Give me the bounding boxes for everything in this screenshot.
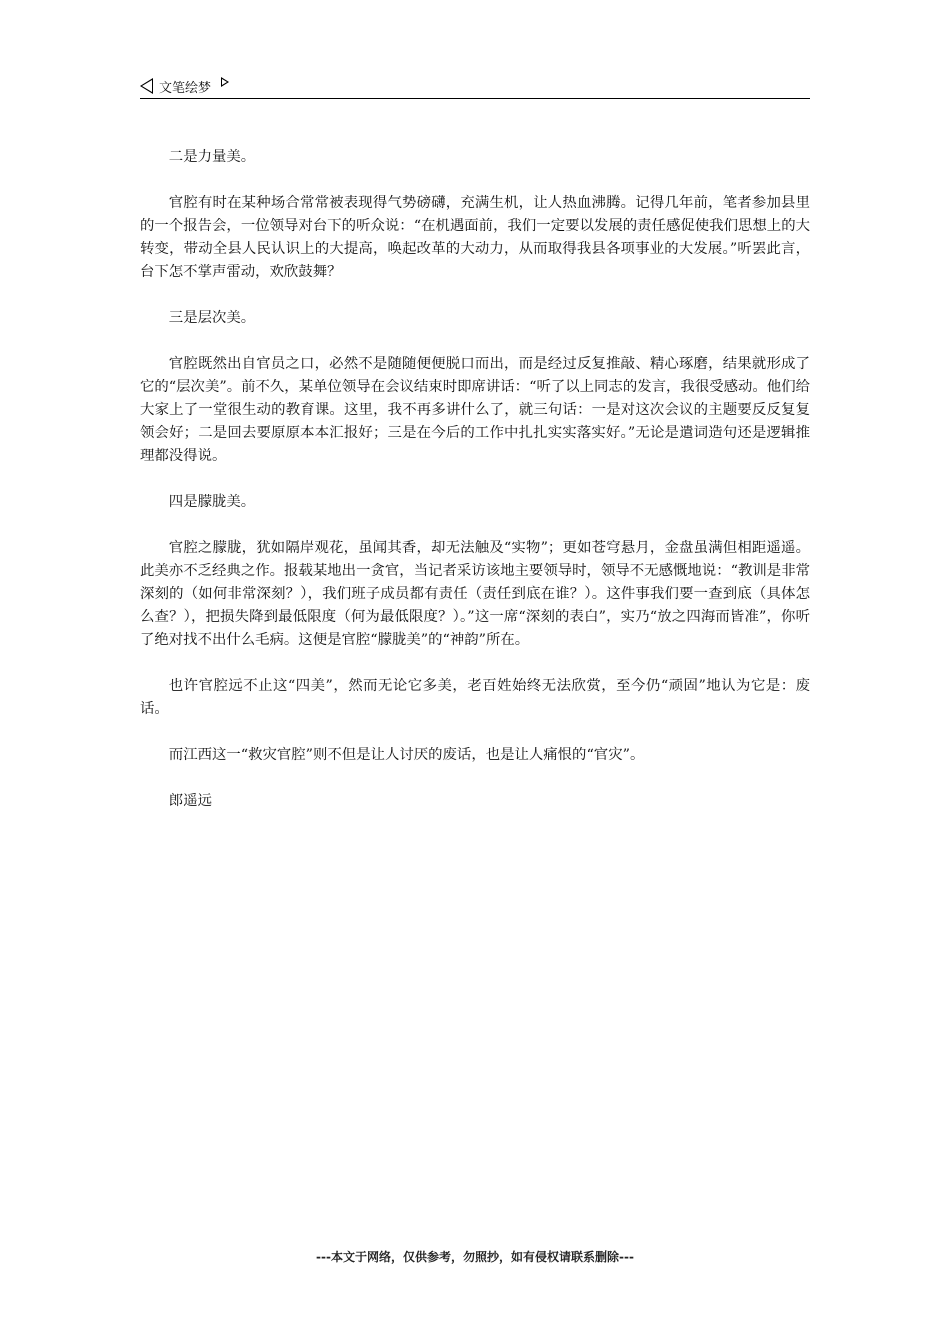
triangle-right-icon [221, 77, 229, 87]
header-title: 文笔绘梦 [159, 80, 212, 96]
paragraph: 官腔之朦胧，犹如隔岸观花，虽闻其香，却无法触及“实物”；更如苍穹悬月，金盘虽满但相距遥遥。此美亦不乏经典之作。报载某地出一贪官，当记者采访该地主要领导时，领导不无感慨地说：“教训是非常深刻的（如何非常深刻？），我们班子成员都有责任（责任到底在谁？）。这件事我们要一查到底（具体怎么查？），把损失降到最低限度（何为最低限度？）。”这一席“深刻的表白”，实乃“放之四海而皆准”，你听了绝对找不出什么毛病。这便是官腔“朦胧美”的“神韵”所在。 [140, 540, 810, 648]
paragraph: 也许官腔远不止这“四美”，然而无论它多美，老百姓始终无法欣赏，至今仍“顽固”地认为它是：废话。 [140, 678, 810, 717]
author-name: 郎遥远 [168, 793, 212, 809]
footer-notice: ---本文于网络，仅供参考，勿照抄，如有侵权请联系删除--- [316, 1250, 634, 1264]
page-header [140, 74, 810, 99]
triangle-left-icon [140, 78, 153, 94]
paragraph: 官腔既然出自官员之口，必然不是随随便便脱口而出，而是经过反复推敲、精心琢磨，结果就形成了它的“层次美”。前不久，某单位领导在会议结束时即席讲话：“听了以上同志的发言，我很受感动。他们给大家上了一堂很生动的教育课。这里，我不再多讲什么了，就三句话：一是对这次会议的主题要反反复复领会好；二是回去要原原本本汇报好；三是在今后的工作中扎扎实实落实好。”无论是遣词造句还是逻辑推理都没得说。 [140, 356, 810, 464]
section-heading-haze: 四是朦胧美。 [168, 494, 256, 510]
section-heading-hierarchy: 三是层次美。 [168, 310, 256, 326]
paragraph: 而江西这一“救灾官腔”则不但是让人讨厌的废话，也是让人痛恨的“官灾”。 [168, 747, 645, 763]
section-heading-strength: 二是力量美。 [168, 149, 256, 165]
paragraph: 官腔有时在某种场合常常被表现得气势磅礴，充满生机，让人热血沸腾。记得几年前，笔者参加县里的一个报告会，一位领导对台下的听众说：“在机遇面前，我们一定要以发展的责任感促使我们思想上的大转变，带动全县人民认识上的大提高，唤起改革的大动力，从而取得我县各项事业的大发展。”听罢此言，台下怎不掌声雷动，欢欣鼓舞？ [140, 195, 810, 280]
article-body [140, 146, 810, 836]
